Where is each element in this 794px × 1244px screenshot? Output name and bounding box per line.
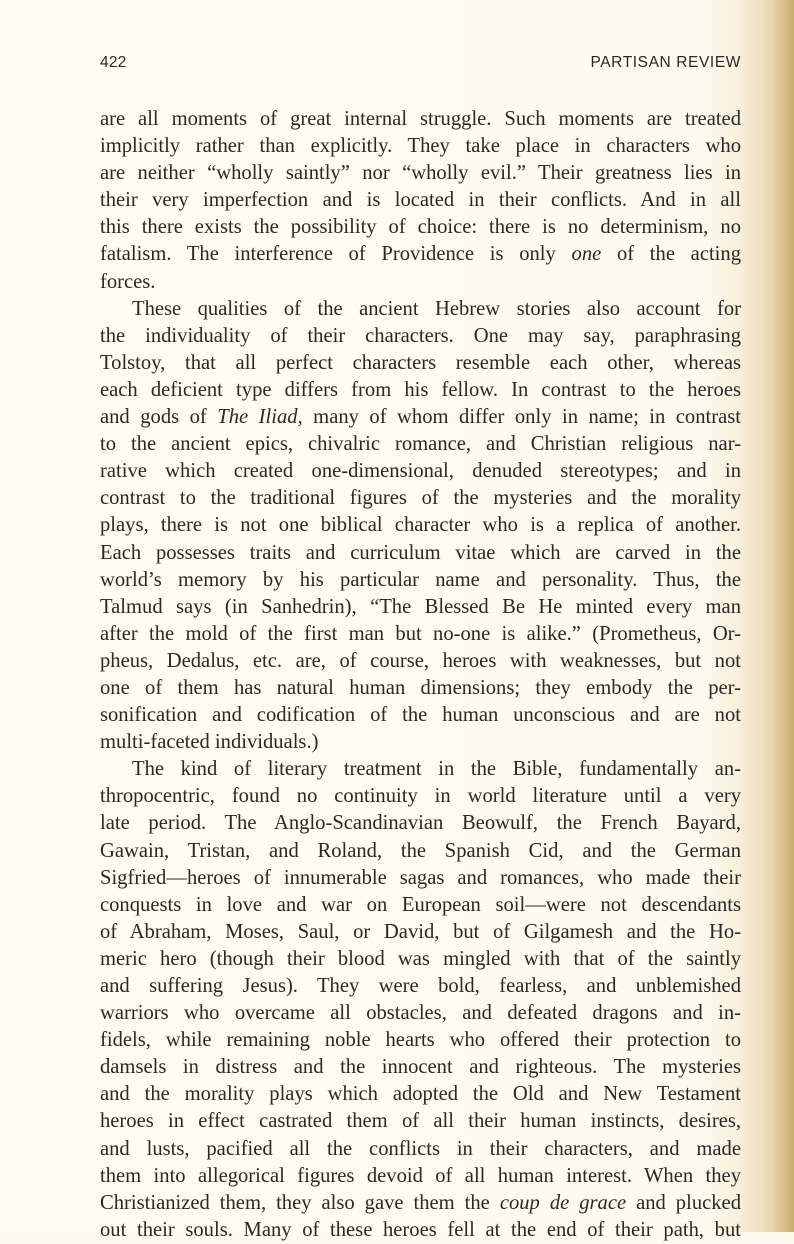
journal-title: PARTISAN REVIEW (590, 54, 741, 71)
text-line: rative which created one-dimensional, denuded stereotypes; and in (100, 460, 741, 483)
text-line: and suffering Jesus). They were bold, fearless, and unblemished (100, 975, 741, 997)
italic-run: coup de grace (499, 1191, 627, 1214)
text-line: to the ancient epics, chivalric romance, and Christian religious nar- (100, 433, 741, 456)
text-line: sonification and codification of the human unconscious and are not (100, 704, 741, 727)
text-line: These qualities of the ancient Hebrew stories also account for (132, 297, 741, 320)
text-line: pheus, Dedalus, etc. are, of course, heroes with weaknesses, but not (100, 649, 741, 672)
text-line: forces. (100, 270, 156, 293)
text-line: and lusts, pacified all the conflicts in their characters, and made (100, 1137, 741, 1160)
text-line: are all moments of great internal struggle. Such moments are treated (100, 108, 741, 130)
text-line: implicitly rather than explicitly. They take place in characters who (100, 135, 741, 158)
text-line: the individuality of their characters. One may say, paraphrasing (100, 324, 741, 347)
text-line: Talmud says (in Sanhedrin), “The Blessed Be He minted every man (100, 595, 741, 618)
article-body (100, 106, 741, 1244)
text-run: of the acting (601, 243, 741, 266)
text-line: and the morality plays which adopted the Old and New Testament (100, 1083, 741, 1106)
italic-run: one (571, 243, 602, 266)
text-line: one of them has natural human dimensions; they embody the per- (100, 676, 741, 699)
text-line: heroes in effect castrated them of all their human instincts, desires, (100, 1110, 741, 1133)
text-line: of Abraham, Moses, Saul, or David, but of Gilgamesh and the Ho- (100, 920, 741, 943)
text-line: damsels in distress and the innocent and righteous. The mysteries (100, 1056, 741, 1079)
text-line: Each possesses traits and curriculum vitae which are carved in the (100, 541, 741, 564)
text-run: and gods of (100, 406, 218, 429)
text-line (100, 404, 741, 431)
text-line (100, 1190, 741, 1217)
text-line: contrast to the traditional figures of the mysteries and the morality (100, 487, 741, 510)
text-line: Gawain, Tristan, and Roland, the Spanish Cid, and the German (100, 839, 741, 862)
page-gutter-shadow (772, 0, 794, 1232)
text-line: after the mold of the first man but no-one is alike.” (Prometheus, Or- (100, 622, 741, 645)
text-line: them into allegorical figures devoid of all human interest. When they (100, 1164, 741, 1187)
text-run: many of whom differ only in name; in contrast (302, 406, 741, 429)
text-line: fidels, while remaining noble hearts who offered their protection to (100, 1029, 741, 1052)
text-line: multi-faceted individuals.) (100, 731, 319, 754)
text-line: Sigfried—heroes of innumerable sagas and romances, who made their (100, 866, 741, 889)
text-line: world’s memory by his particular name and personality. Thus, the (100, 568, 741, 591)
text-line: meric hero (though their blood was mingled with that of the saintly (100, 947, 741, 970)
text-line: plays, there is not one biblical character who is a replica of another. (100, 514, 741, 537)
running-header (100, 54, 741, 78)
text-line (100, 241, 741, 268)
text-line: conquests in love and war on European soil—were not descendants (100, 893, 741, 916)
text-line: each deficient type differs from his fellow. In contrast to the heroes (100, 378, 741, 401)
text-run: fatalism. The interference of Providence is only (100, 243, 572, 266)
text-line: warriors who overcame all obstacles, and defeated dragons and in- (100, 1002, 741, 1025)
italic-run: The Iliad, (217, 406, 303, 429)
text-line: their very imperfection and is located in their conflicts. And in all (100, 189, 741, 212)
text-run: and plucked (626, 1191, 741, 1214)
text-line: out their souls. Many of these heroes fell at the end of their path, but (100, 1218, 741, 1241)
text-line: late period. The Anglo-Scandinavian Beowulf, the French Bayard, (100, 812, 741, 835)
text-line: are neither “wholly saintly” nor “wholly evil.” Their greatness lies in (100, 162, 741, 185)
text-line: Tolstoy, that all perfect characters resemble each other, whereas (100, 351, 741, 374)
text-line: thropocentric, found no continuity in world literature until a very (100, 785, 741, 808)
text-line: The kind of literary treatment in the Bible, fundamentally an- (132, 758, 741, 781)
text-run: Christianized them, they also gave them the (100, 1191, 500, 1214)
page-number: 422 (100, 54, 127, 71)
text-line: this there exists the possibility of choice: there is no determinism, no (100, 216, 741, 239)
